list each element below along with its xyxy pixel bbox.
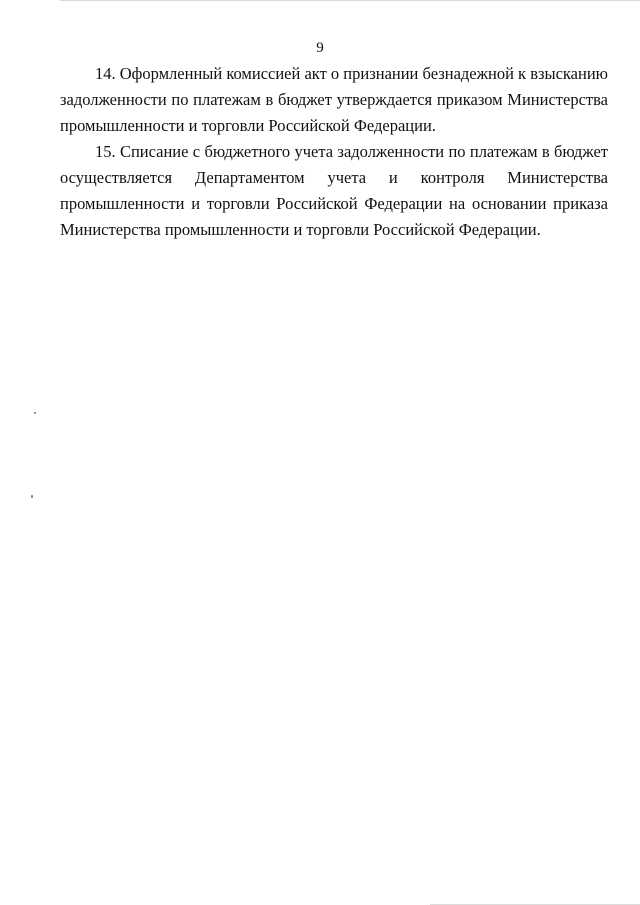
- scan-speck-mark: [31, 495, 33, 498]
- document-body: [60, 61, 608, 243]
- paragraph-14: 14. Оформленный комиссией акт о признании безнадежной к взысканию задолженности по платежам в бюджет утверждается приказом Министерства промышленности и торговли Российской Федерации.: [60, 64, 608, 135]
- paragraph-15: 15. Списание с бюджетного учета задолженности по платежам в бюджет осуществляется Департаментом учета и контроля Министерства промышленности и торговли Российской Федерации на основании приказа Министерства промышленности и торговли Российской Федерации.: [60, 142, 608, 239]
- scan-speck-mark: [34, 412, 36, 414]
- page-number: 9: [316, 40, 324, 56]
- scan-edge-top: [60, 0, 640, 1]
